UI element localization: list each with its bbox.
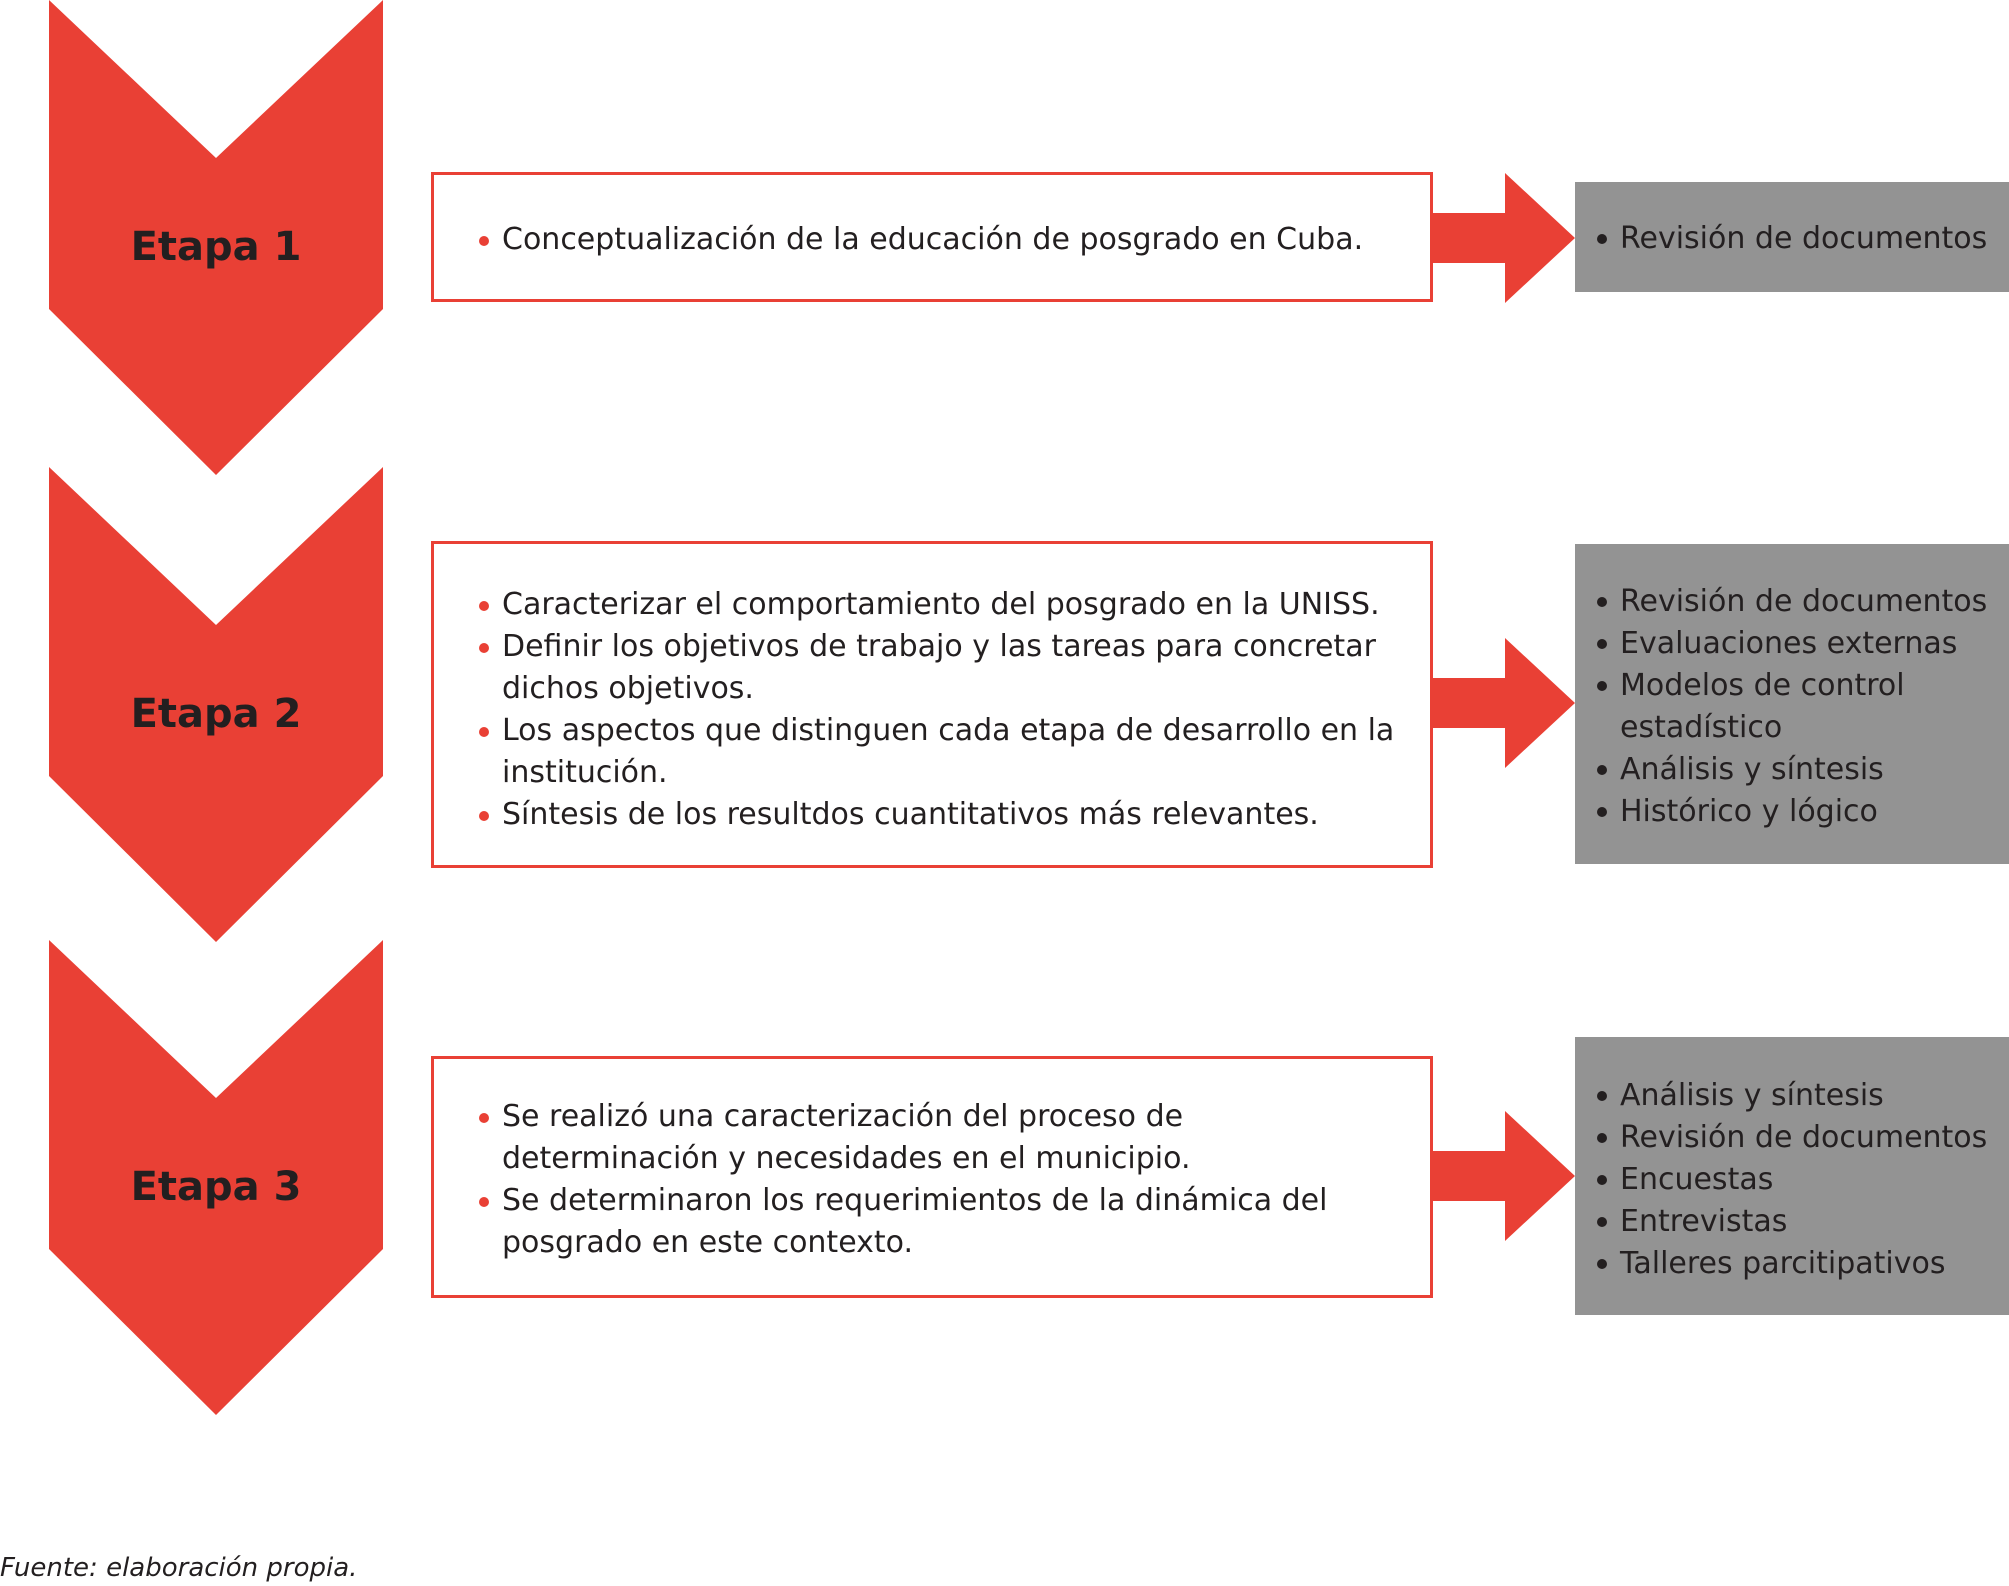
right-arrow-icon — [1433, 638, 1575, 768]
stage-3-method-5: Talleres parcitipativos — [1595, 1243, 2009, 1285]
bullet-icon — [1597, 1091, 1607, 1101]
right-arrow-icon — [1433, 173, 1575, 303]
stage-2-methods-box — [1575, 544, 2009, 864]
stage-2-method-4: Análisis y síntesis — [1595, 749, 2009, 791]
stage-2-label: Etapa 2 — [130, 691, 302, 737]
bullet-icon — [479, 1197, 489, 1207]
stage-3-method-4: Entrevistas — [1595, 1201, 2009, 1243]
stage-1-description-list — [479, 219, 1400, 261]
stage-3-method-2: Revisión de documentos — [1595, 1117, 2009, 1159]
stage-1-methods-list — [1595, 218, 2009, 260]
stage-2-item-2: Definir los objetivos de trabajo y las tareas para concretar dichos objetivos. — [479, 626, 1400, 710]
stage-1-arrow — [1433, 173, 1575, 303]
stage-3-method-3: Encuestas — [1595, 1159, 2009, 1201]
stage-3-methods-list — [1595, 1075, 2009, 1285]
bullet-icon — [479, 727, 489, 737]
bullet-icon — [479, 643, 489, 653]
stage-1-methods-box — [1575, 182, 2009, 292]
source-note: Fuente: elaboración propia. — [0, 1553, 358, 1583]
bullet-icon — [1597, 1217, 1607, 1227]
stage-3-method-1: Análisis y síntesis — [1595, 1075, 2009, 1117]
bullet-icon — [1597, 1133, 1607, 1143]
bullet-icon — [1597, 1175, 1607, 1185]
stage-1-label: Etapa 1 — [130, 224, 302, 270]
stage-2-item-4: Síntesis de los resultdos cuantitativos más relevantes. — [479, 794, 1400, 836]
stage-2-description-box — [431, 541, 1433, 868]
stage-1-description-box — [431, 172, 1433, 302]
stage-3-label: Etapa 3 — [130, 1164, 302, 1210]
stage-1-method-1: Revisión de documentos — [1595, 218, 2009, 260]
stage-2-description-list — [479, 584, 1400, 836]
bullet-icon — [1597, 807, 1607, 817]
stage-2-item-1: Caracterizar el comportamiento del posgrado en la UNISS. — [479, 584, 1400, 626]
stage-2-chevron — [49, 467, 383, 942]
stage-3-chevron — [49, 940, 383, 1415]
bullet-icon — [479, 1113, 489, 1123]
stage-2-method-5: Histórico y lógico — [1595, 791, 2009, 833]
stage-2-method-2: Evaluaciones externas — [1595, 623, 2009, 665]
stage-3-description-list — [479, 1096, 1400, 1264]
bullet-icon — [479, 601, 489, 611]
stage-3-item-2: Se determinaron los requerimientos de la dinámica del posgrado en este contexto. — [479, 1180, 1400, 1264]
stage-3-methods-box — [1575, 1037, 2009, 1315]
bullet-icon — [479, 236, 489, 246]
bullet-icon — [479, 811, 489, 821]
bullet-icon — [1597, 765, 1607, 775]
stage-3-arrow — [1433, 1111, 1575, 1241]
stage-3-description-box — [431, 1056, 1433, 1298]
bullet-icon — [1597, 597, 1607, 607]
stage-1-chevron — [49, 0, 383, 475]
right-arrow-icon — [1433, 1111, 1575, 1241]
stage-2-method-3: Modelos de control estadístico — [1595, 665, 1950, 749]
stage-2-item-3: Los aspectos que distinguen cada etapa de desarrollo en la institución. — [479, 710, 1400, 794]
bullet-icon — [1597, 234, 1607, 244]
bullet-icon — [1597, 681, 1607, 691]
stage-2-method-1: Revisión de documentos — [1595, 581, 2009, 623]
stage-2-arrow — [1433, 638, 1575, 768]
stage-1-item-1: Conceptualización de la educación de posgrado en Cuba. — [479, 219, 1400, 261]
stage-3-item-1: Se realizó una caracterización del proceso de determinación y necesidades en el municipio. — [479, 1096, 1400, 1180]
stage-2-methods-list — [1595, 581, 2009, 833]
bullet-icon — [1597, 639, 1607, 649]
bullet-icon — [1597, 1259, 1607, 1269]
